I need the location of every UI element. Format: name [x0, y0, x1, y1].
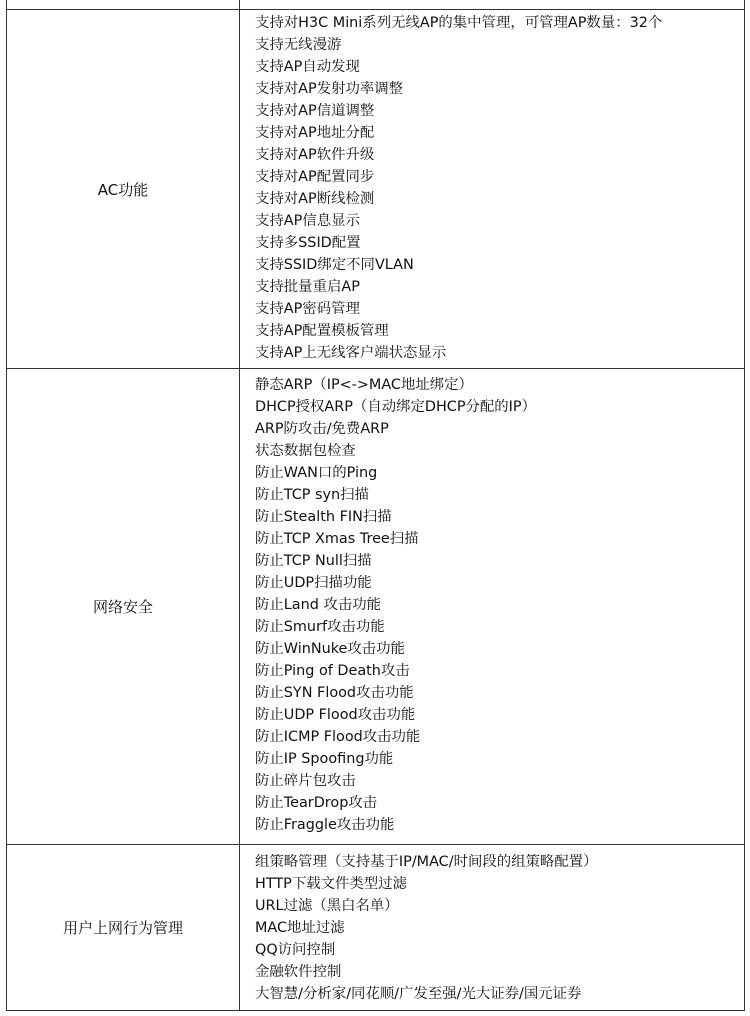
feature-list-cell-user-behavior — [240, 845, 745, 1011]
feature-item: 支持AP配置模板管理 — [255, 323, 389, 339]
feature-item: 防止TCP Xmas Tree扫描 — [255, 531, 419, 547]
table-row-security — [7, 369, 745, 845]
feature-item: 支持对AP地址分配 — [255, 125, 375, 141]
feature-item: 防止UDP Flood攻击功能 — [255, 707, 416, 723]
feature-item: DHCP授权ARP（自动绑定DHCP分配的IP） — [255, 399, 536, 415]
feature-item: 支持AP信息显示 — [255, 213, 360, 229]
table-row-top-cut — [7, 0, 745, 10]
feature-item: 支持AP自动发现 — [255, 59, 360, 75]
feature-item: 支持批量重启AP — [255, 279, 360, 295]
feature-item: 防止WinNuke攻击功能 — [255, 641, 405, 657]
feature-item: 防止WAN口的Ping — [255, 465, 378, 481]
feature-item: 支持对AP信道调整 — [255, 103, 375, 119]
category-cell-user-behavior: 用户上网行为管理 — [7, 845, 240, 1011]
feature-item: 防止Ping of Death攻击 — [255, 663, 410, 679]
feature-list-ac — [255, 12, 740, 364]
feature-item: 支持无线漫游 — [255, 37, 342, 53]
spec-table — [6, 0, 745, 1011]
feature-list-cell-security — [240, 369, 745, 845]
feature-item: HTTP下载文件类型过滤 — [255, 876, 407, 892]
feature-item: 防止TearDrop攻击 — [255, 795, 378, 811]
feature-item: 金融软件控制 — [255, 964, 342, 980]
feature-item: 支持对AP断线检测 — [255, 191, 375, 207]
category-cell-security: 网络安全 — [7, 369, 240, 845]
feature-item: URL过滤（黑白名单） — [255, 898, 399, 914]
feature-item: 状态数据包检查 — [255, 443, 356, 459]
table-row-ac — [7, 10, 745, 369]
table-row-user-behavior — [7, 845, 745, 1011]
feature-item: MAC地址过滤 — [255, 920, 345, 936]
feature-item: 防止Stealth FIN扫描 — [255, 509, 392, 525]
feature-list-user-behavior — [255, 851, 740, 1005]
category-cell-empty — [7, 0, 240, 10]
feature-item: 静态ARP（IP<->MAC地址绑定） — [255, 377, 473, 393]
feature-item: 支持多SSID配置 — [255, 235, 361, 251]
feature-item: QQ访问控制 — [255, 942, 336, 958]
feature-item: 支持SSID绑定不同VLAN — [255, 257, 414, 273]
feature-item: 防止Smurf攻击功能 — [255, 619, 385, 635]
feature-item: 防止UDP扫描功能 — [255, 575, 372, 591]
feature-item: 支持对H3C Mini系列无线AP的集中管理，可管理AP数量：32个 — [255, 15, 663, 31]
feature-item: 防止IP Spoofing功能 — [255, 751, 394, 767]
feature-list-cell-ac — [240, 10, 745, 369]
feature-item: 防止碎片包攻击 — [255, 773, 356, 789]
feature-item: 防止ICMP Flood攻击功能 — [255, 729, 421, 745]
feature-item: 支持AP密码管理 — [255, 301, 360, 317]
feature-item: 防止SYN Flood攻击功能 — [255, 685, 414, 701]
feature-item: 支持AP上无线客户端状态显示 — [255, 345, 447, 361]
feature-item: 支持对AP软件升级 — [255, 147, 375, 163]
feature-item: 防止Land 攻击功能 — [255, 597, 382, 613]
feature-item: 支持对AP发射功率调整 — [255, 81, 404, 97]
feature-cell-empty — [240, 0, 745, 10]
feature-item: ARP防攻击/免费ARP — [255, 421, 389, 437]
feature-item: 防止TCP syn扫描 — [255, 487, 369, 503]
feature-item: 防止TCP Null扫描 — [255, 553, 372, 569]
category-cell-ac: AC功能 — [7, 10, 240, 369]
feature-list-security — [255, 374, 740, 836]
feature-item: 大智慧/分析家/同花顺/广发至强/光大证券/国元证券 — [255, 986, 582, 1002]
feature-item: 防止Fraggle攻击功能 — [255, 817, 395, 833]
feature-item: 支持对AP配置同步 — [255, 169, 375, 185]
feature-item: 组策略管理（支持基于IP/MAC/时间段的组策略配置） — [255, 854, 598, 870]
